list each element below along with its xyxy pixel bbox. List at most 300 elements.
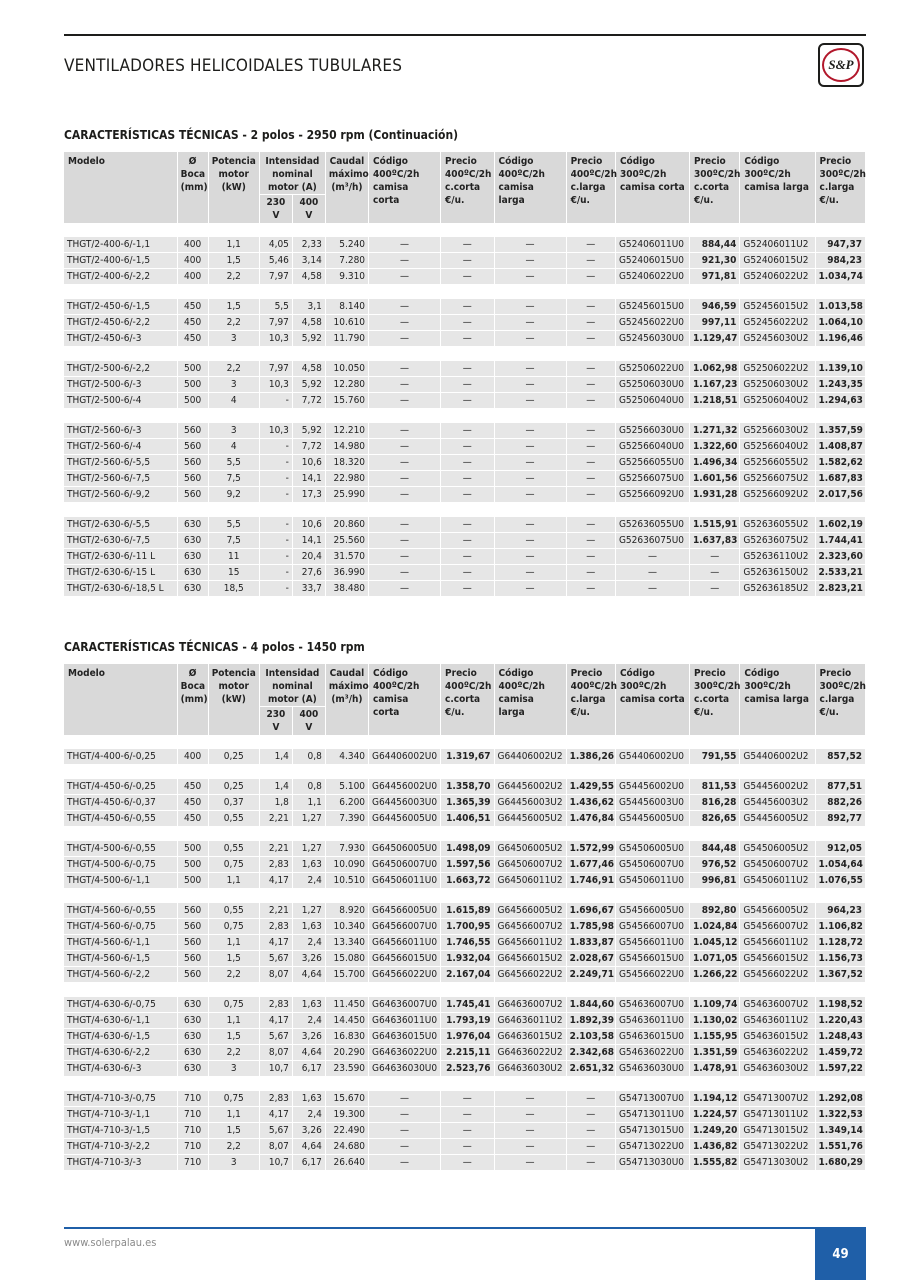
table-cell: 15.670 (325, 1091, 368, 1107)
table-cell: 500 (177, 841, 208, 857)
table-cell: G64636015U2 (494, 1029, 566, 1045)
table-cell: 2.017,56 (815, 487, 866, 503)
table-cell: 857,52 (815, 749, 866, 765)
table-cell: 1.746,91 (566, 873, 615, 889)
table-cell: 25.990 (325, 487, 368, 503)
table-cell: — (690, 565, 740, 581)
table-cell: 4,17 (259, 873, 292, 889)
table-cell: 892,77 (815, 811, 866, 827)
table-cell: 400 (177, 749, 208, 765)
table-cell: THGT/2-560-6/-7,5 (64, 471, 177, 487)
table-cell: G52636150U2 (740, 565, 815, 581)
table-cell: G54506005U0 (615, 841, 689, 857)
table-cell: 12.280 (325, 377, 368, 393)
table-cell: G54566011U2 (740, 935, 815, 951)
table-cell: 1,5 (208, 299, 259, 315)
table-cell: G54636030U2 (740, 1061, 815, 1077)
table-cell: THGT/4-450-6/-0,55 (64, 811, 177, 827)
table-cell: 1.696,67 (566, 903, 615, 919)
table-cell: 5,67 (259, 1029, 292, 1045)
table-row (64, 1123, 866, 1139)
table-cell: — (494, 423, 566, 439)
table-cell: — (369, 1139, 441, 1155)
table-cell: THGT/4-630-6/-1,5 (64, 1029, 177, 1045)
table-cell: 1.793,19 (441, 1013, 495, 1029)
table-cell: THGT/4-500-6/-0,55 (64, 841, 177, 857)
group-spacer (64, 409, 866, 424)
table-cell: 4,64 (292, 1045, 325, 1061)
table-cell: 3 (208, 331, 259, 347)
table-cell: — (369, 439, 441, 455)
header-pre300c: Precio 300ºC/2h c.corta €/u. (690, 664, 740, 735)
table-cell: G54406002U2 (740, 749, 815, 765)
footer-url[interactable]: www.solerpalau.es (64, 1236, 157, 1249)
table-cell: G64566022U2 (494, 967, 566, 983)
table-cell: - (259, 581, 292, 597)
table-cell: — (566, 377, 615, 393)
table-cell: 892,80 (690, 903, 740, 919)
table-cell: 17,3 (292, 487, 325, 503)
table-cell: 1.248,43 (815, 1029, 866, 1045)
table-cell: G54566015U0 (615, 951, 689, 967)
table-cell: G64406002U0 (369, 749, 441, 765)
table-cell: G54713007U0 (615, 1091, 689, 1107)
table-cell: 450 (177, 315, 208, 331)
table-cell: — (690, 581, 740, 597)
table-cell: 4,05 (259, 237, 292, 253)
table-cell: G54636007U2 (740, 997, 815, 1013)
table-row (64, 517, 866, 533)
table-cell: THGT/2-560-6/-4 (64, 439, 177, 455)
table-cell: 8.140 (325, 299, 368, 315)
table-cell: 10,3 (259, 377, 292, 393)
table-cell: 560 (177, 967, 208, 983)
table-cell: G64566022U0 (369, 967, 441, 983)
header-rule (64, 34, 866, 36)
table-cell: THGT/2-500-6/-3 (64, 377, 177, 393)
table-cell: 1.744,41 (815, 533, 866, 549)
table-cell: — (441, 533, 495, 549)
table-cell: G52406022U0 (615, 269, 689, 285)
table-cell: THGT/4-630-6/-1,1 (64, 1013, 177, 1029)
table-cell: 10.050 (325, 361, 368, 377)
table-cell: 1,4 (259, 749, 292, 765)
table-cell: G52566040U2 (740, 439, 815, 455)
table-cell: 500 (177, 857, 208, 873)
table-cell: THGT/2-630-6/-7,5 (64, 533, 177, 549)
table-cell: 3,14 (292, 253, 325, 269)
table-cell: 1.224,57 (690, 1107, 740, 1123)
table-cell: 630 (177, 1045, 208, 1061)
table-cell: G64566015U0 (369, 951, 441, 967)
table-cell: G54713011U0 (615, 1107, 689, 1123)
group-spacer (64, 1077, 866, 1092)
table-cell: 11.450 (325, 997, 368, 1013)
table-cell: 1.106,82 (815, 919, 866, 935)
table-cell: 400 (177, 253, 208, 269)
table-cell: — (566, 471, 615, 487)
table-cell: — (566, 565, 615, 581)
table-cell: 2,21 (259, 841, 292, 857)
table-cell: G52566055U2 (740, 455, 815, 471)
table-cell: 5,46 (259, 253, 292, 269)
table-cell: 984,23 (815, 253, 866, 269)
page-title: VENTILADORES HELICOIDALES TUBULARES (64, 56, 403, 76)
table-cell: 1.196,46 (815, 331, 866, 347)
page-number: 49 (815, 1229, 866, 1280)
table-cell: G54506005U2 (740, 841, 815, 857)
table-cell: — (369, 487, 441, 503)
table-cell: — (566, 533, 615, 549)
table-cell: 7,5 (208, 533, 259, 549)
table-cell: 630 (177, 549, 208, 565)
table-cell: 1,5 (208, 1123, 259, 1139)
table-cell: — (441, 1091, 495, 1107)
table-cell: 400 (177, 269, 208, 285)
table-cell: 1.615,89 (441, 903, 495, 919)
table-cell: 710 (177, 1091, 208, 1107)
table-cell: G54636022U2 (740, 1045, 815, 1061)
table-cell: - (259, 533, 292, 549)
table-cell: 1.243,35 (815, 377, 866, 393)
table-cell: 4,58 (292, 361, 325, 377)
table-cell: 1.218,51 (690, 393, 740, 409)
table-cell: 1.109,74 (690, 997, 740, 1013)
table-cell: 1,63 (292, 857, 325, 873)
table-cell: 1.551,76 (815, 1139, 866, 1155)
table-cell: 560 (177, 455, 208, 471)
table-cell: G52636055U0 (615, 517, 689, 533)
table-cell: G64636030U2 (494, 1061, 566, 1077)
table-row (64, 749, 866, 765)
table-row (64, 841, 866, 857)
table-cell: 24.680 (325, 1139, 368, 1155)
table-cell: — (494, 565, 566, 581)
table-cell: 710 (177, 1139, 208, 1155)
table-cell: G52636185U2 (740, 581, 815, 597)
table-cell: G64506007U2 (494, 857, 566, 873)
table-cell: 1.064,10 (815, 315, 866, 331)
table-cell: G52456030U0 (615, 331, 689, 347)
table-cell: 560 (177, 951, 208, 967)
table-cell: 1.167,23 (690, 377, 740, 393)
table-cell: — (441, 423, 495, 439)
table-cell: THGT/4-560-6/-1,1 (64, 935, 177, 951)
header-pre400l: Precio 400ºC/2h c.larga €/u. (566, 664, 615, 735)
table-cell: G54636015U2 (740, 1029, 815, 1045)
table-cell: — (494, 361, 566, 377)
table-row (64, 1091, 866, 1107)
table-cell: G54713030U0 (615, 1155, 689, 1171)
table-cell: 3 (208, 1061, 259, 1077)
table-cell: G52506030U0 (615, 377, 689, 393)
header-pre400l: Precio 400ºC/2h c.larga €/u. (566, 152, 615, 223)
table-cell: G64566011U2 (494, 935, 566, 951)
table-cell: G52456022U2 (740, 315, 815, 331)
table-cell: — (369, 533, 441, 549)
table-row (64, 533, 866, 549)
table-cell: 10,3 (259, 331, 292, 347)
table-cell: G54506011U2 (740, 873, 815, 889)
table-cell: 4 (208, 439, 259, 455)
table-cell: 14.980 (325, 439, 368, 455)
table-cell: G64566005U2 (494, 903, 566, 919)
table-cell: 1.194,12 (690, 1091, 740, 1107)
group-spacer (64, 285, 866, 300)
table-cell: - (259, 517, 292, 533)
table-cell: G64636030U0 (369, 1061, 441, 1077)
table-row (64, 439, 866, 455)
table-cell: 1.459,72 (815, 1045, 866, 1061)
table-row (64, 1029, 866, 1045)
table-cell: 7,72 (292, 439, 325, 455)
table-cell: — (494, 299, 566, 315)
table-cell: 1.367,52 (815, 967, 866, 983)
table-cell: 7,97 (259, 269, 292, 285)
table-cell: — (369, 1107, 441, 1123)
table-cell: 630 (177, 1029, 208, 1045)
table-cell: — (369, 393, 441, 409)
table-cell: G64636007U2 (494, 997, 566, 1013)
table-cell: THGT/4-560-6/-0,55 (64, 903, 177, 919)
table-cell: G64636022U2 (494, 1045, 566, 1061)
sp-logo-mark: S&P (822, 48, 860, 82)
group-spacer (64, 223, 866, 237)
table-cell: 10,6 (292, 517, 325, 533)
table-cell: 7.930 (325, 841, 368, 857)
footer-rule (64, 1227, 866, 1229)
table-cell: 1.322,60 (690, 439, 740, 455)
table-cell: G64636011U0 (369, 1013, 441, 1029)
table-cell: — (494, 471, 566, 487)
table-cell: G54636011U0 (615, 1013, 689, 1029)
header-intensidad: Intensidad nominal motor (A) (259, 152, 325, 195)
table-cell: 4,17 (259, 1107, 292, 1123)
table-cell: — (441, 269, 495, 285)
table-cell: — (566, 253, 615, 269)
table-cell: 5,5 (208, 455, 259, 471)
table-cell: 1.319,67 (441, 749, 495, 765)
table-cell: G52636055U2 (740, 517, 815, 533)
table-cell: — (566, 1123, 615, 1139)
table-cell: 1.436,82 (690, 1139, 740, 1155)
table-cell: G54506011U0 (615, 873, 689, 889)
table-cell: THGT/2-400-6/-1,5 (64, 253, 177, 269)
table-cell: 844,48 (690, 841, 740, 857)
table-cell: G52506022U0 (615, 361, 689, 377)
table-row (64, 565, 866, 581)
table-cell: — (369, 549, 441, 565)
table-cell: G52506030U2 (740, 377, 815, 393)
table-cell: G64506005U0 (369, 841, 441, 857)
table-cell: G54713007U2 (740, 1091, 815, 1107)
table-cell: 450 (177, 795, 208, 811)
table-cell: 1,1 (292, 795, 325, 811)
table-cell: 971,81 (690, 269, 740, 285)
table-cell: 9.310 (325, 269, 368, 285)
table-cell: 2,4 (292, 1107, 325, 1123)
header-cod300l: Código 300ºC/2h camisa larga (740, 664, 815, 735)
table-cell: 2.342,68 (566, 1045, 615, 1061)
table-cell: 912,05 (815, 841, 866, 857)
table-cell: G52566055U0 (615, 455, 689, 471)
table-cell: — (494, 1139, 566, 1155)
table-cell: 1.349,14 (815, 1123, 866, 1139)
table-cell: — (566, 487, 615, 503)
table-cell: 16.830 (325, 1029, 368, 1045)
table-cell: 2,2 (208, 269, 259, 285)
table-cell: G64456002U0 (369, 779, 441, 795)
table-cell: 2.523,76 (441, 1061, 495, 1077)
table-cell: 1,1 (208, 1013, 259, 1029)
header-potencia: Potencia motor (kW) (208, 152, 259, 223)
table-cell: 964,23 (815, 903, 866, 919)
table-cell: — (369, 1091, 441, 1107)
table-cell: 1.266,22 (690, 967, 740, 983)
table-cell: G64566005U0 (369, 903, 441, 919)
table-cell: 1.498,09 (441, 841, 495, 857)
table-cell: 3,26 (292, 1123, 325, 1139)
table-cell: 630 (177, 1061, 208, 1077)
table-cell: 4,17 (259, 1013, 292, 1029)
table-row (64, 393, 866, 409)
table-cell: 10,6 (292, 455, 325, 471)
table-cell: 5.240 (325, 237, 368, 253)
table-cell: — (441, 331, 495, 347)
table-cell: G54713015U2 (740, 1123, 815, 1139)
table-cell: — (566, 439, 615, 455)
table-cell: 1.024,84 (690, 919, 740, 935)
table-cell: G52456015U0 (615, 299, 689, 315)
table-cell: 1,5 (208, 253, 259, 269)
sp-logo (818, 43, 864, 87)
table-row (64, 423, 866, 439)
table-cell: 500 (177, 393, 208, 409)
table-cell: G54636011U2 (740, 1013, 815, 1029)
table-cell: 0,75 (208, 1091, 259, 1107)
table-cell: 1.687,83 (815, 471, 866, 487)
table-cell: 1,27 (292, 841, 325, 857)
table-cell: 3 (208, 1155, 259, 1171)
table-cell: — (441, 455, 495, 471)
header-modelo: Modelo (64, 152, 177, 223)
table-cell: THGT/2-450-6/-3 (64, 331, 177, 347)
table-cell: — (441, 581, 495, 597)
table-cell: G64506011U2 (494, 873, 566, 889)
table-cell: G52406022U2 (740, 269, 815, 285)
table-cell: 1.844,60 (566, 997, 615, 1013)
table-cell: 1.932,04 (441, 951, 495, 967)
table-cell: 0,55 (208, 841, 259, 857)
table-cell: G54456002U2 (740, 779, 815, 795)
table-cell: 1,27 (292, 903, 325, 919)
table-cell: THGT/4-560-6/-1,5 (64, 951, 177, 967)
table-cell: — (369, 1155, 441, 1171)
table-cell: 2,83 (259, 997, 292, 1013)
table-cell: 1.663,72 (441, 873, 495, 889)
table-cell: — (566, 393, 615, 409)
table-cell: 1,1 (208, 1107, 259, 1123)
table-cell: 5,5 (259, 299, 292, 315)
table-cell: 0,8 (292, 779, 325, 795)
table-cell: G64456002U2 (494, 779, 566, 795)
table-cell: 0,55 (208, 811, 259, 827)
table-cell: 5,67 (259, 1123, 292, 1139)
header-pre300c: Precio 300ºC/2h c.corta €/u. (690, 152, 740, 223)
table-cell: 0,75 (208, 997, 259, 1013)
table-cell: — (566, 315, 615, 331)
table-cell: 450 (177, 331, 208, 347)
table-cell: 3,1 (292, 299, 325, 315)
table-cell: — (494, 1091, 566, 1107)
table-cell: THGT/4-630-6/-3 (64, 1061, 177, 1077)
table-cell: 1,5 (208, 1029, 259, 1045)
table-cell: — (369, 315, 441, 331)
table-cell: G64456005U2 (494, 811, 566, 827)
table-cell: — (566, 1091, 615, 1107)
table-cell: 560 (177, 423, 208, 439)
table-row (64, 903, 866, 919)
table-cell: 0,25 (208, 779, 259, 795)
table-cell: 1.294,63 (815, 393, 866, 409)
table-cell: 8.920 (325, 903, 368, 919)
table-cell: 8,07 (259, 1139, 292, 1155)
table-cell: 1.892,39 (566, 1013, 615, 1029)
table-cell: THGT/4-710-3/-2,2 (64, 1139, 177, 1155)
table-cell: THGT/2-630-6/-11 L (64, 549, 177, 565)
table-cell: G52566075U0 (615, 471, 689, 487)
table-cell: 14,1 (292, 471, 325, 487)
table-cell: 15.080 (325, 951, 368, 967)
table-cell: G54713030U2 (740, 1155, 815, 1171)
table-cell: 7.390 (325, 811, 368, 827)
table-cell: — (615, 565, 689, 581)
table-cell: G52406015U0 (615, 253, 689, 269)
table-cell: 10.610 (325, 315, 368, 331)
table-cell: — (566, 269, 615, 285)
table-cell: THGT/2-450-6/-2,2 (64, 315, 177, 331)
table-cell: G64636007U0 (369, 997, 441, 1013)
table-cell: — (494, 393, 566, 409)
table-cell: 2,4 (292, 873, 325, 889)
table-cell: 1.555,82 (690, 1155, 740, 1171)
table-cell: 630 (177, 533, 208, 549)
table-cell: G64456005U0 (369, 811, 441, 827)
header-boca: Ø Boca (mm) (177, 664, 208, 735)
table-cell: — (566, 517, 615, 533)
table-cell: THGT/2-560-6/-3 (64, 423, 177, 439)
table-cell: 2.028,67 (566, 951, 615, 967)
group-spacer (64, 983, 866, 998)
table-cell: G52506022U2 (740, 361, 815, 377)
table-cell: 22.490 (325, 1123, 368, 1139)
table-cell: G54566011U0 (615, 935, 689, 951)
table-cell: 33,7 (292, 581, 325, 597)
table-cell: 1.351,59 (690, 1045, 740, 1061)
table-cell: G64636015U0 (369, 1029, 441, 1045)
table-cell: 1.680,29 (815, 1155, 866, 1171)
table-cell: 2,83 (259, 1091, 292, 1107)
table-row (64, 857, 866, 873)
table-cell: G54566007U2 (740, 919, 815, 935)
header-cod300l: Código 300ºC/2h camisa larga (740, 152, 815, 223)
table-cell: — (369, 377, 441, 393)
table-cell: G52406015U2 (740, 253, 815, 269)
table-cell: THGT/4-560-6/-2,2 (64, 967, 177, 983)
table-cell: G54456003U0 (615, 795, 689, 811)
table-cell: 2,2 (208, 1045, 259, 1061)
table-cell: 8,07 (259, 967, 292, 983)
